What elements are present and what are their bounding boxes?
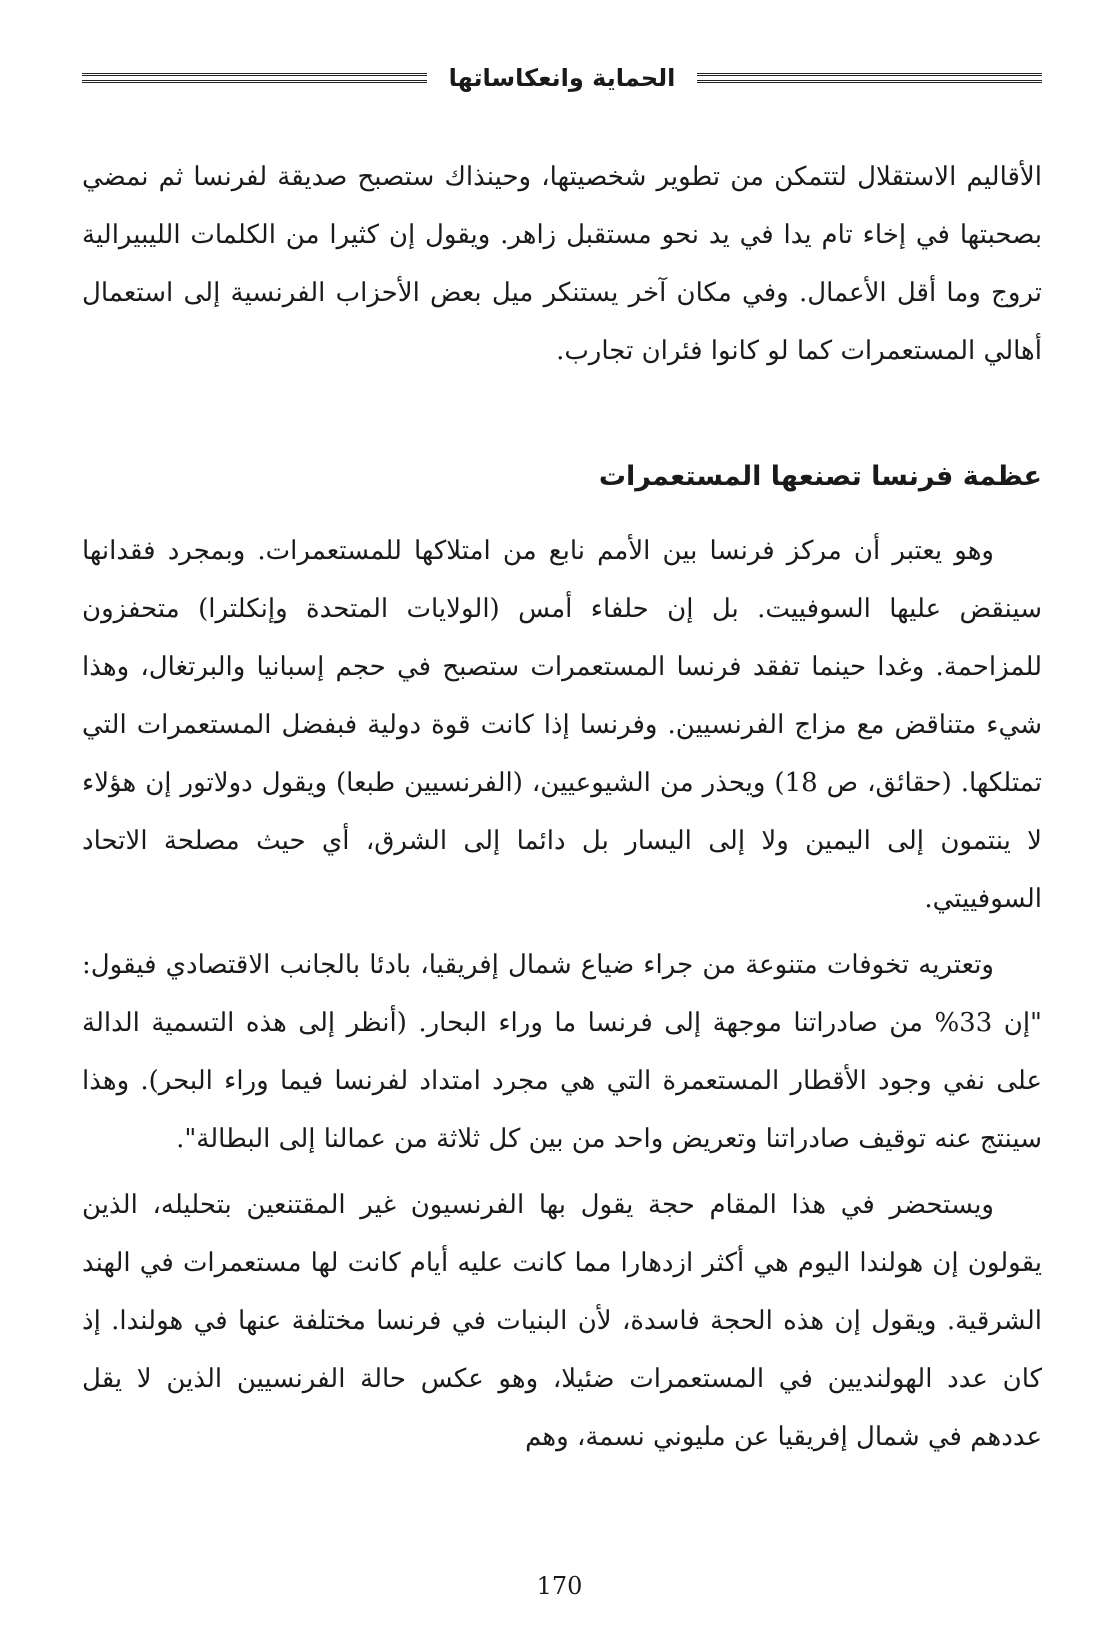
section-text-block — [82, 522, 1042, 1474]
page-number: 170 — [536, 1572, 583, 1600]
header-rule-right — [697, 73, 1042, 83]
intro-paragraph: الأقاليم الاستقلال لتتمكن من تطوير شخصيتها، وحينذاك ستصبح صديقة لفرنسا ثم نمضي بصحبتها في إخاء تام يدا في يد نحو مستقبل زاهر. ويقول إن كثيرا من الكلمات الليبيرالية تروج وما أقل الأعمال. وفي مكان آخر يستنكر ميل بعض الأحزاب الفرنسية إلى استعمال أهالي المستعمرات كما لو كانوا فئران تجارب. — [82, 162, 1042, 366]
intro-text-block — [82, 148, 1042, 388]
running-header — [82, 58, 1042, 98]
paragraph-1: وهو يعتبر أن مركز فرنسا بين الأمم نابع من امتلاكها للمستعمرات. وبمجرد فقدانها سينقض عليها السوفييت. بل إن حلفاء أمس (الولايات المتحدة وإنكلترا) متحفزون للمزاحمة. وغدا حينما تفقد فرنسا المستعمرات ستصبح في حجم إسبانيا والبرتغال، وهذا شيء متناقض مع مزاج الفرنسيين. وفرنسا إذا كانت قوة دولية فبفضل المستعمرات التي تمتلكها. (حقائق، ص 18) ويحذر من الشيوعيين، (الفرنسيين طبعا) ويقول دولاتور إن هؤلاء لا ينتمون إلى اليمين ولا إلى اليسار بل دائما إلى الشرق، أي حيث مصلحة الاتحاد السوفييتي. — [82, 536, 1042, 914]
section-heading: عظمة فرنسا تصنعها المستعمرات — [598, 461, 1042, 492]
header-rule-left — [82, 73, 427, 83]
running-title: الحماية وانعكاساتها — [448, 64, 676, 92]
paragraph-3: ويستحضر في هذا المقام حجة يقول بها الفرنسيون غير المقتنعين بتحليله، الذين يقولون إن هولندا اليوم هي أكثر ازدهارا مما كانت عليه أيام كانت لها مستعمرات في الهند الشرقية. ويقول إن هذه الحجة فاسدة، لأن البنيات في فرنسا مختلفة عنها في هولندا. إذ كان عدد الهولنديين في المستعمرات ضئيلا، وهو عكس حالة الفرنسيين الذين لا يقل عددهم في شمال إفريقيا عن مليوني نسمة، وهم — [82, 1190, 1042, 1452]
paragraph-2: وتعتريه تخوفات متنوعة من جراء ضياع شمال إفريقيا، بادئا بالجانب الاقتصادي فيقول: "إن 33% من صادراتنا موجهة إلى فرنسا ما وراء البحار. (أنظر إلى هذه التسمية الدالة على نفي وجود الأقطار المستعمرة التي هي مجرد امتداد لفرنسا فيما وراء البحر). وهذا سينتج عنه توقيف صادراتنا وتعريض واحد من بين كل ثلاثة من عمالنا إلى البطالة". — [82, 950, 1043, 1154]
